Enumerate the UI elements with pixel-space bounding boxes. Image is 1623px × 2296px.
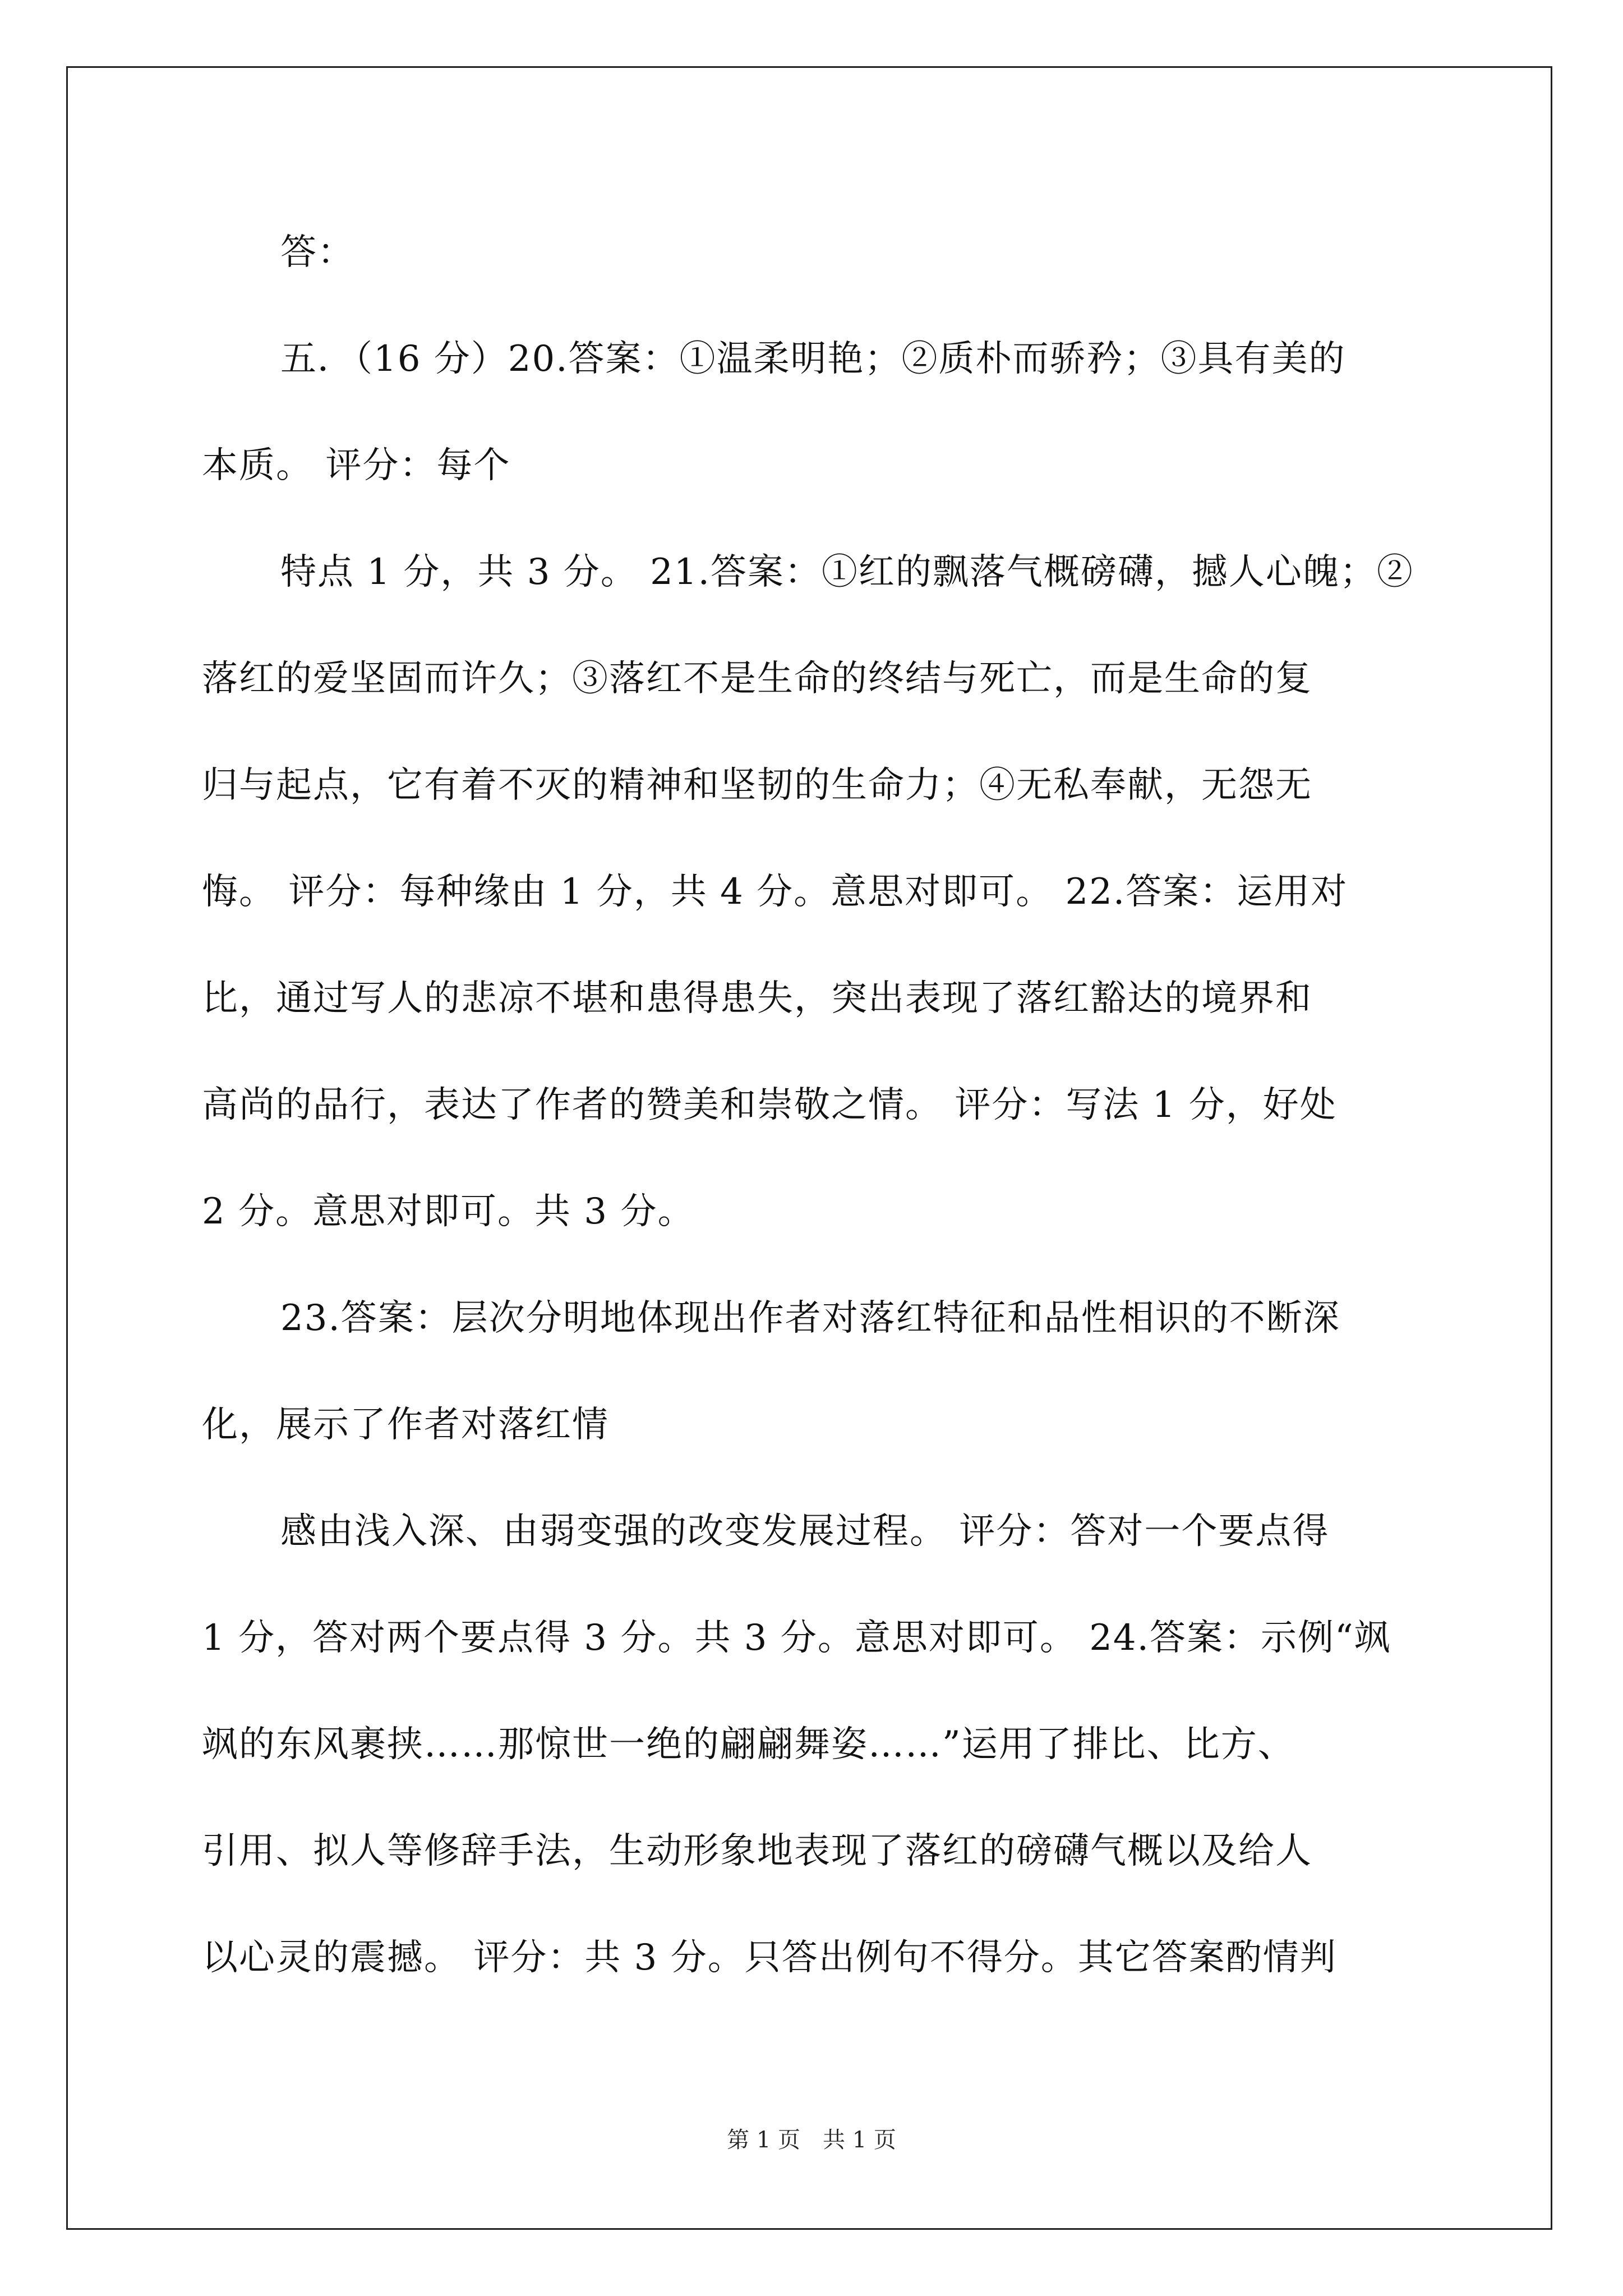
text-line-7: 悔。 评分：每种缘由 1 分，共 4 分。意思对即可。 22.答案：运用对: [202, 871, 1348, 913]
text-line-10: 2 分。意思对即可。共 3 分。: [202, 1191, 695, 1232]
text-line-8: 比，通过写人的悲凉不堪和患得患失，突出表现了落红豁达的境界和: [202, 978, 1312, 1019]
text-line-4: 特点 1 分，共 3 分。 21.答案：①红的飘落气概磅礴，撼人心魄；②: [280, 551, 1414, 593]
text-line-5: 落红的爱坚固而许久；③落红不是生命的终结与死亡，而是生命的复: [202, 658, 1312, 700]
text-line-2: 五．（16 分）20.答案：①温柔明艳；②质朴而骄矜；③具有美的: [280, 338, 1346, 380]
page-number-footer: 第 1 页 共 1 页: [727, 2127, 896, 2153]
text-line-17: 以心灵的震撼。 评分：共 3 分。只答出例句不得分。其它答案酌情判: [202, 1937, 1337, 1978]
text-line-15: 飒的东风裹挟……那惊世一绝的翩翩舞姿……”运用了排比、比方、: [202, 1724, 1295, 1765]
text-line-9: 高尚的品行，表达了作者的赞美和崇敬之情。 评分：写法 1 分，好处: [202, 1084, 1337, 1126]
text-line-14: 1 分，答对两个要点得 3 分。共 3 分。意思对即可。 24.答案：示例“飒: [202, 1617, 1391, 1659]
text-line-3: 本质。 评分：每个: [202, 445, 511, 486]
text-line-13: 感由浅入深、由弱变强的改变发展过程。 评分：答对一个要点得: [280, 1511, 1330, 1552]
page-border: [66, 66, 1552, 2230]
text-line-16: 引用、拟人等修辞手法，生动形象地表现了落红的磅礴气概以及给人: [202, 1830, 1312, 1872]
text-line-12: 化，展示了作者对落红情: [202, 1404, 609, 1446]
text-line-1: 答：: [280, 232, 354, 273]
text-line-6: 归与起点，它有着不灭的精神和坚韧的生命力；④无私奉献，无怨无: [202, 765, 1312, 806]
text-line-11: 23.答案：层次分明地体现出作者对落红特征和品性相识的不断深: [280, 1297, 1340, 1339]
